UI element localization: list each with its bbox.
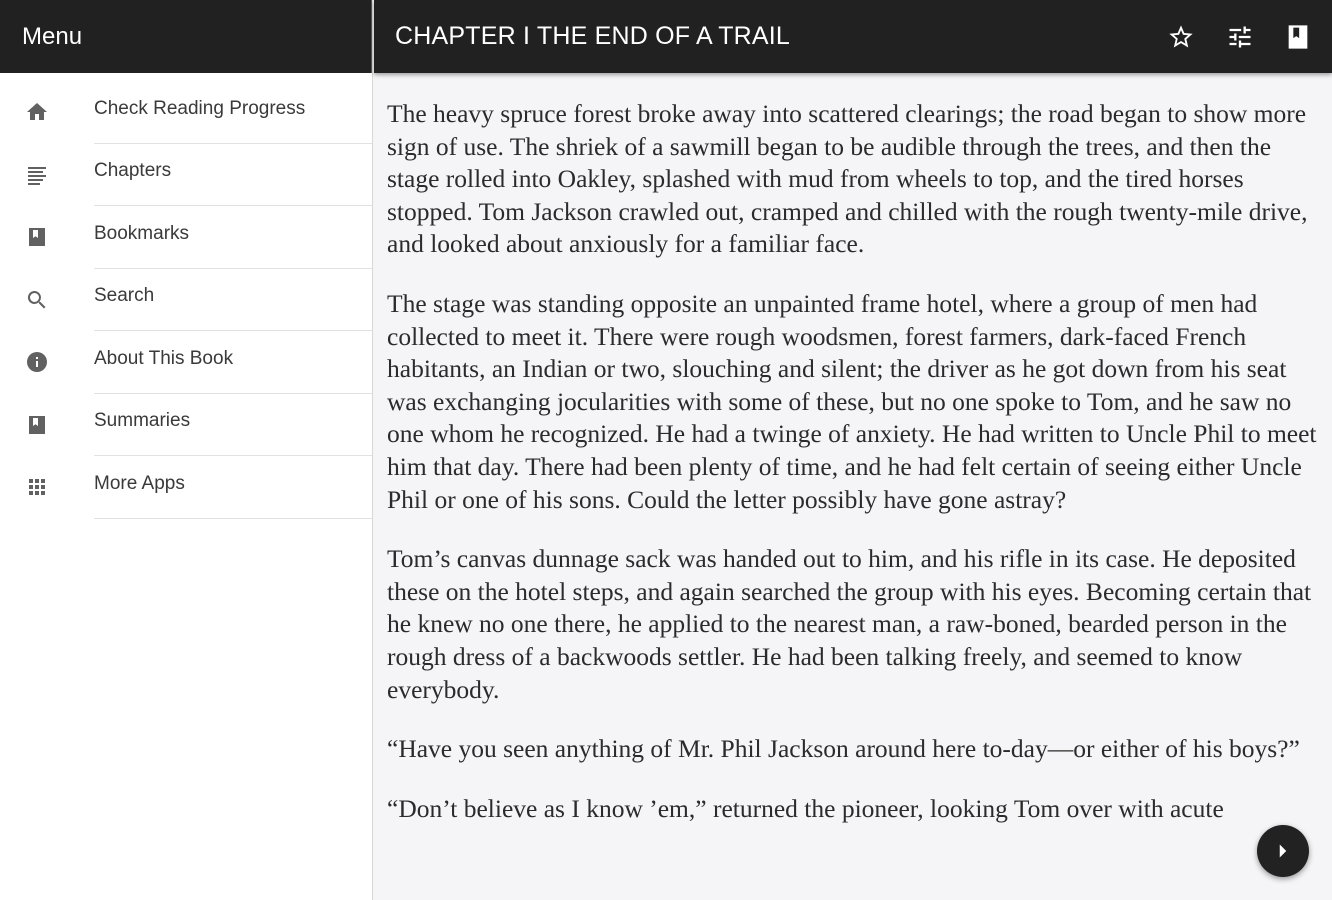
book-icon[interactable] — [1283, 22, 1313, 52]
info-icon — [24, 349, 50, 375]
menu-item-check-reading-progress[interactable] — [0, 81, 372, 144]
tune-icon[interactable] — [1225, 22, 1255, 52]
book-icon — [24, 412, 50, 438]
paragraph: Tom’s canvas dunnage sack was handed out to him, and his rifle in its case. He deposited these on the hotel steps, and again searched the group with his eyes. Becoming certain that he knew no one there, he applied to the nearest man, a raw-boned, bearded person in the rough dress of a backwoods settler. He had been talking freely, and seemed to know everybody. — [387, 544, 1312, 704]
chapter-text — [387, 98, 1320, 852]
paragraph: “Have you seen anything of Mr. Phil Jackson around here to-day—or either of his boys?” — [387, 734, 1300, 764]
paragraph: The stage was standing opposite an unpainted frame hotel, where a group of men had collected to meet it. There were rough woodsmen, forest farmers, dark-faced French habitants, an Indian or two, slouching and silent; the driver as he got down from his seat was exchanging jocularities with some of these, but no one spoke to Tom, and he saw no one whom he recognized. He had a twinge of anxiety. He had written to Uncle Phil to meet him that day. There had been plenty of time, and he had felt certain of seeing either Uncle Phil or one of his sons. Could the letter possibly have gone astray? — [387, 288, 1317, 514]
menu-item-label: Chapters — [94, 138, 372, 207]
paragraph: “Don’t believe as I know ’em,” returned the pioneer, looking Tom over with acute — [387, 793, 1224, 823]
reader-toolbar — [374, 0, 1332, 73]
home-icon — [24, 99, 50, 125]
star-icon[interactable] — [1166, 22, 1196, 52]
menu-item-label: About This Book — [94, 325, 372, 394]
menu-item-summaries[interactable] — [0, 394, 372, 457]
next-page-button[interactable] — [1257, 825, 1309, 877]
menu-item-label: Search — [94, 263, 372, 332]
paragraph: The heavy spruce forest broke away into scattered clearings; the road began to show more sign of use. The shriek of a sawmill began to be audible through the trees, and then the stage rolled into Oakley, splashed with mud from wheels to top, and the tired horses stopped. Tom Jackson crawled out, cramped and chilled with the rough twenty-mile drive, and looked about anxiously for a familiar face. — [387, 99, 1308, 259]
apps-grid-icon — [24, 474, 50, 500]
menu-list — [0, 73, 372, 519]
menu-item-label: Bookmarks — [94, 200, 372, 269]
menu-item-chapters[interactable] — [0, 144, 372, 207]
book-icon — [24, 224, 50, 250]
search-icon — [24, 287, 50, 313]
menu-item-search[interactable] — [0, 269, 372, 332]
chevron-right-icon — [1270, 838, 1296, 864]
menu-item-label: Check Reading Progress — [94, 75, 372, 144]
navigation-drawer — [0, 0, 373, 900]
menu-item-about-this-book[interactable] — [0, 331, 372, 394]
chapter-title: CHAPTER I THE END OF A TRAIL — [395, 22, 791, 50]
menu-item-label: Summaries — [94, 388, 372, 457]
menu-item-more-apps[interactable] — [0, 456, 372, 519]
list-icon — [24, 162, 50, 188]
menu-item-bookmarks[interactable] — [0, 206, 372, 269]
reader-pane — [374, 0, 1332, 900]
menu-item-label: More Apps — [94, 450, 372, 519]
drawer-title: Menu — [0, 0, 372, 73]
